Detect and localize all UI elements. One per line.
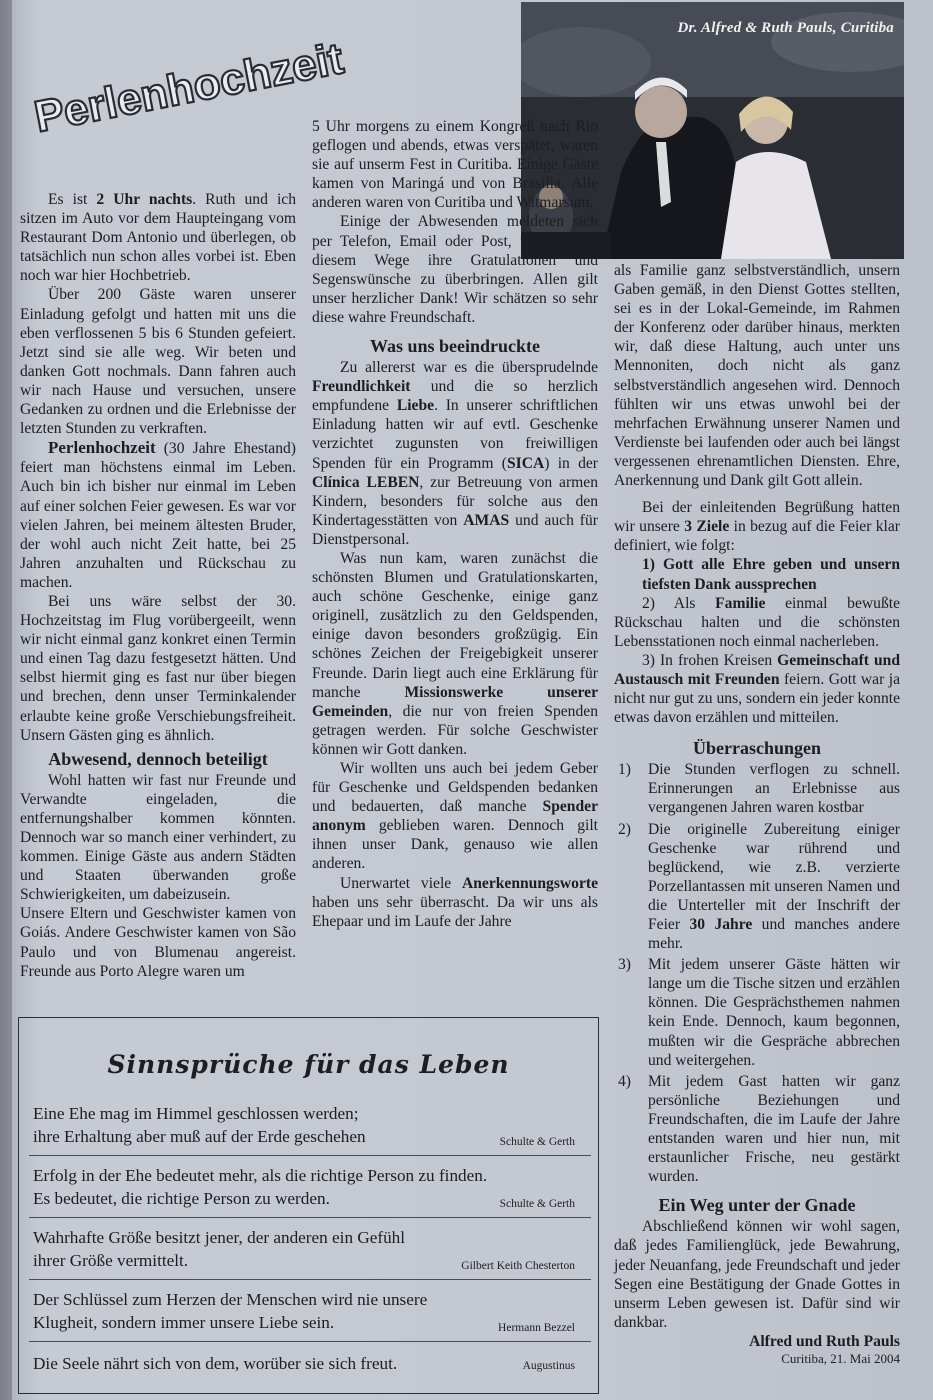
quote-line: ihre Erhaltung aber muß auf der Erde geschehen bbox=[33, 1127, 366, 1146]
quote-line: Die Seele nährt sich von dem, worüber sie sich freut. bbox=[33, 1354, 398, 1373]
article-title-text: Perlenhochzeit bbox=[30, 33, 348, 142]
column-2 bbox=[312, 117, 598, 931]
divider bbox=[29, 1279, 591, 1280]
list-item: 3) Mit jedem unserer Gäste hätten wir lange um die Tische sitzen und erzählen können. Die Gesprächsthemen nahmen kein Ende. Dennoch, kaum begonnen, mußten wir die Gespräche abbrechen und weitergehen. bbox=[618, 956, 900, 1069]
quote bbox=[33, 1288, 589, 1334]
sayings-title: Sinnsprüche für das Leben bbox=[107, 1050, 510, 1079]
section-heading: Was uns beeindruckte bbox=[369, 336, 541, 357]
quote-line: Es bedeutet, die richtige Person zu werden. bbox=[33, 1189, 330, 1208]
goal-item: 2) Als Familie einmal bewußte Rückschau halten und die schönsten Lebensstationen noch einmal nacherleben. bbox=[614, 594, 901, 650]
paragraph: Unerwartet viele Anerkennungsworte haben uns sehr überrascht. Da wir uns als Ehepaar und im Laufe der Jahre bbox=[312, 874, 598, 930]
paragraph: Was nun kam, waren zunächst die schönsten Blumen und Gratulationskarten, auch schöne Geschenke, einige ganz originell, zusätzlich zu den Geldspenden, einige davon besonders großzügig. Ein schönes Zeichen der Freigebigkeit unserer Freunde. Darin liegt auch eine Erklärung für manche Missionswerke unserer Gemeinden, die nur von freien Spenden getragen werden. Für solche Geschwister können wir Gott danken. bbox=[312, 549, 598, 758]
paragraph: Perlenhochzeit (30 Jahre Ehestand) feiert man höchstens einmal im Leben. Auch bin ich bisher nur einmal im Leben auf einer solchen Feier gewesen. Es war vor vielen Jahren, bei meinem ältesten Bruder, der wohl auch nicht Zeit hatte, bei 25 Jahren anzuhalten und Rückschau zu machen. bbox=[20, 438, 296, 591]
quote-line: ihrer Größe vermittelt. bbox=[33, 1251, 189, 1270]
paragraph: als Familie ganz selbstverständlich, unsern Gaben gemäß, in den Dienst Gottes stellten, sei es in der Lokal-Gemeinde, im Rahmen der Konferenz oder darüber hinaus, merkten wir, daß diese Haltung, auch unter uns Mennoniten, doch nicht als ganz selbstverständlich angesehen wird. Dennoch fühlten wir uns etwas unwohl bei der mehrfachen Erwähnung unserer Namen und Verdienste bei laufenden oder auch bei längst vergessenen ehrenamtlichen Diensten. Ehre, Anerkennung und Dank gilt Gott allein. bbox=[614, 262, 900, 490]
quote-line: Klugheit, sondern immer unsere Liebe sein. bbox=[33, 1313, 335, 1332]
title-graphic bbox=[30, 33, 352, 151]
quote-line: Erfolg in der Ehe bedeutet mehr, als die richtige Person zu finden. bbox=[33, 1166, 488, 1185]
signature: Alfred und Ruth Pauls bbox=[749, 1332, 900, 1350]
divider bbox=[29, 1341, 591, 1342]
paragraph: Abschließend können wir wohl sagen, daß jedes Familienglück, jede Bewahrung, jeder Neuanfang, jede Freundschaft und jeder Segen eine Bestätigung der Gnade Gottes in unserm Leben gewesen ist. Dafür sind wir dankbar. bbox=[614, 1218, 900, 1331]
page-binding-shadow bbox=[0, 0, 12, 1400]
section-heading: Überraschungen bbox=[692, 738, 821, 759]
list-item: 4) Mit jedem Gast hatten wir ganz persönliche Beziehungen und Freundschaften, die im Laufe der Jahre entstanden waren und hier nun, mit erstaunlicher Frische, neu gestärkt wurden. bbox=[618, 1072, 900, 1186]
column-1 bbox=[20, 190, 296, 981]
goal-item: 1) Gott alle Ehre geben und unsern tiefsten Dank aussprechen bbox=[642, 556, 900, 593]
list-item: 1) Die Stunden verflogen zu schnell. Erinnerungen an Erlebnisse aus vergangenen Jahren waren kostbar bbox=[618, 761, 900, 817]
divider bbox=[29, 1217, 591, 1218]
quote bbox=[33, 1164, 589, 1210]
paragraph: Zu allererst war es die übersprudelnde Freundlichkeit und die so herzlich empfundene Liebe. In unserer schriftlichen Einladung hatten wir auf evtl. Geschenke verzichtet zugunsten von freiwilligen Spenden für ein Programm (SICA) in der Clínica LEBEN, zur Betreuung von armen Kindern, besonders für solche aus den Kindertagesstätten von AMAS und auch für Dienstpersonal. bbox=[312, 359, 598, 548]
quote-source: Gilbert Keith Chesterton bbox=[461, 1260, 575, 1272]
quote bbox=[33, 1226, 589, 1272]
section-heading: Abwesend, dennoch beteiligt bbox=[48, 748, 268, 769]
quote bbox=[33, 1352, 589, 1375]
section-heading: Ein Weg unter der Gnade bbox=[658, 1195, 856, 1216]
list-item: 2) Die originelle Zubereitung einiger Geschenke war rührend und beglückend, wie z.B. verzierte Porzellantassen mit unseren Namen und die Unterteller mit der Inschrift der Feier 30 Jahre und manches andere mehr. bbox=[618, 820, 900, 953]
sayings-box bbox=[18, 1017, 599, 1394]
paragraph: Es ist 2 Uhr nachts. Ruth und ich sitzen im Auto vor dem Haupteingang vom Restaurant Dom Antonio und überlegen, ob tatsächlich nun schon alles vorbei ist. Eben noch war hier Hochbetrieb. bbox=[20, 191, 296, 285]
paragraph: Bei der einleitenden Begrüßung hatten wir unsere 3 Ziele in bezug auf die Feier klar definiert, wie folgt: bbox=[614, 499, 901, 555]
paragraph: Über 200 Gäste waren unserer Einladung gefolgt und hatten mit uns die eben verflossenen 5 bis 6 Stunden gefeiert. Jetzt sind sie alle weg. Wir beten und danken Gott nochmals. Dann fahren auch wir nach Hause und versuchen, unsere Gedanken zu ordnen und die Erlebnisse der letzten Stunden zu verkraften. bbox=[20, 286, 296, 438]
paragraph: 5 Uhr morgens zu einem Kongreß nach Rio geflogen und abends, etwas verspätet, waren sie auf unserm Fest in Curitiba. Einige Gäste kamen von Maringá und von Brasilia. Alle anderen waren von Curitiba und Witmarsum. bbox=[312, 118, 598, 212]
paragraph: Wir wollten uns auch bei jedem Geber für Geschenke und Geldspenden bedanken und bedauerten, daß manche Spender anonym geblieben waren. Dennoch gilt ihnen unser Dank, genauso wie allen anderen. bbox=[312, 760, 598, 873]
photo-caption: Dr. Alfred & Ruth Pauls, Curitiba bbox=[677, 20, 894, 36]
quote-line: Eine Ehe mag im Himmel geschlossen werden; bbox=[33, 1104, 359, 1123]
date-line: Curitiba, 21. Mai 2004 bbox=[781, 1350, 900, 1366]
paragraph: Bei uns wäre selbst der 30. Hochzeitstag im Flug vorübergeeilt, wenn wir nicht einmal ganz konkret einen Termin und einen Tag dazu festgesetzt hätten. Und selbst hiermit ging es fast nur über biegen und brechen, denn unser Terminkalender erlaubte keine große Verschiebungsfreiheit. Unsern Gästen ging es ähnlich. bbox=[20, 592, 296, 744]
paragraph: Einige der Abwesenden meldeten sich per Telefon, Email oder Post, um uns auf diesem Wege ihre Gratulationen und Segenswünsche zu überbringen. Allen gilt unser herzlicher Dank! Wir schätzen so sehr diese wahre Freundschaft. bbox=[312, 213, 598, 326]
quote-source: Hermann Bezzel bbox=[498, 1322, 575, 1334]
quote-line: Wahrhafte Größe besitzt jener, der anderen ein Gefühl bbox=[33, 1228, 406, 1247]
article-title bbox=[30, 33, 352, 151]
surprises-list bbox=[614, 760, 900, 1186]
quote-source: Schulte & Gerth bbox=[499, 1198, 575, 1210]
paragraph: Unsere Eltern und Geschwister kamen von Goiás. Andere Geschwister kamen von São Paulo und von Blumenau angereist. Freunde aus Porto Alegre waren um bbox=[20, 905, 296, 980]
quote-source: Schulte & Gerth bbox=[499, 1136, 575, 1148]
quote-source: Augustinus bbox=[522, 1360, 575, 1372]
divider bbox=[29, 1155, 591, 1156]
quote bbox=[33, 1102, 589, 1148]
goal-item: 3) In frohen Kreisen Gemeinschaft und Austausch mit Freunden feiern. Gott war ja nicht nur gut zu uns, sondern ein jeder konnte etwas davon erzählen und mitteilen. bbox=[614, 651, 901, 727]
column-3 bbox=[614, 261, 900, 1366]
quote-line: Der Schlüssel zum Herzen der Menschen wird nie unsere bbox=[33, 1290, 428, 1309]
paragraph: Wohl hatten wir fast nur Freunde und Verwandte eingeladen, die entfernungshalber kommen könnten. Dennoch war so manch einer verhindert, zu kommen. Einige Gäste aus andern Städten und Staaten überwanden große Schwierigkeiten, um dabeizusein. bbox=[20, 771, 296, 904]
